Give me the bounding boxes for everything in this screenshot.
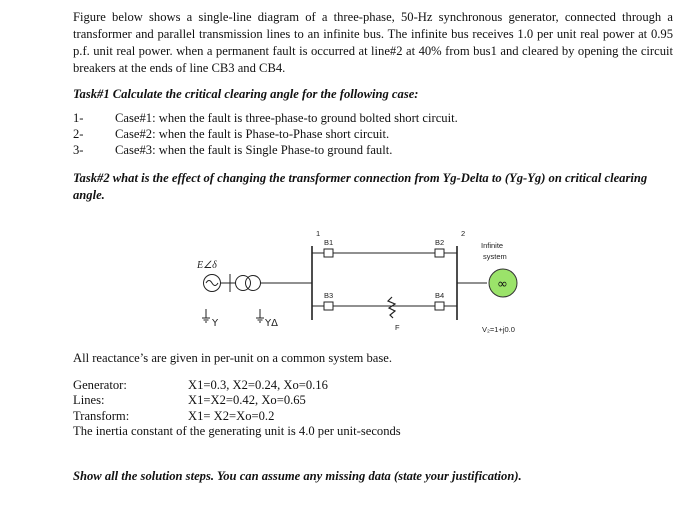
transformer-connection-label: YΔ: [265, 318, 278, 329]
generator-connection-label: Y: [212, 318, 219, 329]
task2-heading: Task#2 what is the effect of changing the transformer connection from Yg-Delta to (Yg-Yg) on critical clearing angle.: [73, 171, 648, 202]
case-item: 3- Case#3: when the fault is Single Phase-to ground fault.: [73, 143, 393, 157]
case-item: 1- Case#1: when the fault is three-phase-to ground bolted short circuit.: [73, 111, 458, 125]
data-row: Generator: X1=0.3, X2=0.24, Xo=0.16: [73, 377, 328, 392]
breaker-b2: [435, 249, 444, 257]
bus-1-label: 1: [316, 229, 321, 238]
transformer-coil-2: [246, 276, 261, 291]
ground-icon: [202, 309, 210, 322]
fault-label: F: [395, 323, 400, 332]
reactance-intro: All reactance’s are given in per-unit on a common system base.: [73, 351, 393, 365]
infinity-icon: ∞: [497, 277, 508, 292]
bus-2-label: 2: [461, 229, 466, 238]
infinite-label-2: system: [483, 252, 507, 261]
reactance-section: [73, 351, 401, 440]
breaker-b4: [435, 302, 444, 310]
data-row: Lines: X1=X2=0.42, Xo=0.65: [73, 393, 306, 407]
breaker-b1: [324, 249, 333, 257]
emf-label: E∠δ: [197, 260, 217, 271]
breaker-b4-label: B4: [435, 291, 445, 300]
closing-instruction: Show all the solution steps. You can assume any missing data (state your justification).: [73, 469, 522, 483]
case-item: 2- Case#2: when the fault is Phase-to-Phase short circuit.: [73, 127, 390, 141]
intro-paragraph: Figure below shows a single-line diagram of a three-phase, 50-Hz synchronous generator, connected through a transformer and parallel transmission lines to an infinite bus. The infinite bus receives 1.0 per unit real power at 0.95 p.f. unit real power. when a permanent fault is occurred at line#2 at 40% from bus1 and cleared by opening the circuit breakers at the ends of line CB3 and CB4.: [73, 10, 673, 75]
infinite-label-1: Infinite: [481, 241, 504, 250]
bus-voltage-label: V₂=1+j0.0: [482, 325, 515, 334]
breaker-b1-label: B1: [324, 238, 334, 247]
breaker-b2-label: B2: [435, 238, 445, 247]
breaker-b3-label: B3: [324, 291, 334, 300]
data-row: Transform: X1= X2=Xo=0.2: [73, 408, 275, 423]
inertia-text: The inertia constant of the generating unit is 4.0 per unit-seconds: [73, 424, 401, 438]
breaker-b3: [324, 302, 333, 310]
fault-icon: [388, 297, 395, 318]
task1-heading: Task#1 Calculate the critical clearing angle for the following case:: [73, 87, 419, 101]
ground-icon: [256, 309, 264, 322]
generator-sine-icon: [206, 281, 218, 286]
